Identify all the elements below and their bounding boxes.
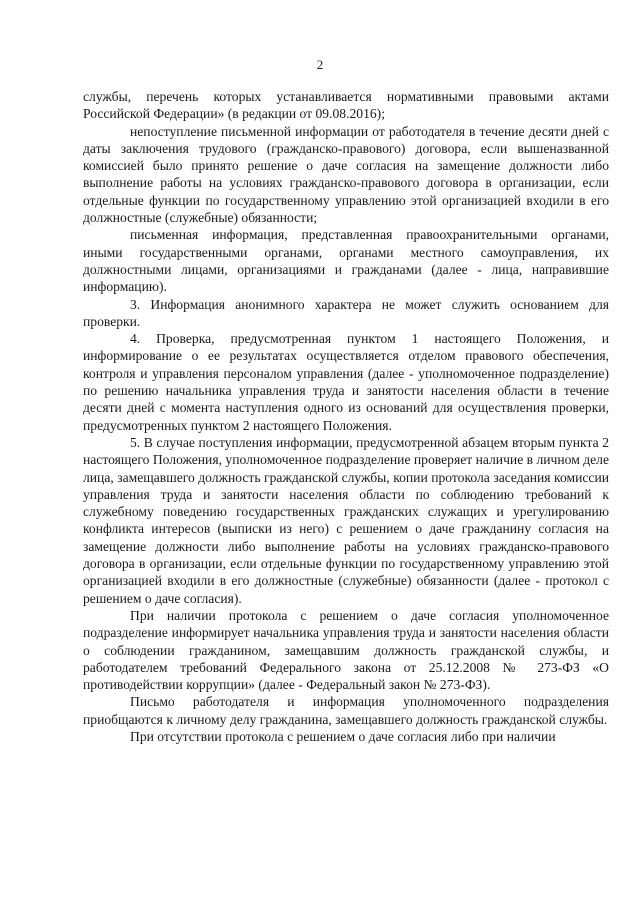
document-body — [83, 88, 609, 745]
paragraph-attachment: Письмо работодателя и информация уполномоченного подразделения приобщаются к личному делу гражданина, замещавшего должность гражданской службы. — [83, 694, 609, 727]
paragraph-continuation: службы, перечень которых устанавливается нормативными правовыми актами Российской Федерации» (в редакции от 09.08.2016); — [83, 89, 609, 122]
paragraph-written-info: письменная информация, представленная правоохранительными органами, иными государственными органами, органами местного самоуправления, их должностными лицами, организациями и гражданами (далее - лица, направившие информацию). — [83, 227, 609, 295]
paragraph-protocol-present: При наличии протокола с решением о даче согласия уполномоченное подразделение информирует начальника управления труда и занятости населения области о соблюдении гражданином, замещавшим должность гражданской службы, и работодателем требований Федерального закона от 25.12.2008 № 273-ФЗ «О противодействии коррупции» (далее - Федеральный закон № 273-ФЗ). — [83, 607, 609, 693]
page-number: 2 — [316, 57, 324, 72]
paragraph-item-5: 5. В случае поступления информации, предусмотренной абзацем вторым пункта 2 настоящего Положения, уполномоченное подразделение проверяет наличие в личном деле лица, замещавшего должность гражданской службы, копии протокола заседания комиссии управления труда и занятости населения области по соблюдению требований к служебному поведению государственных гражданских служащих и урегулированию конфликта интересов (выписки из него) с решением о даче гражданину согласия на замещение должности либо выполнение работы на условиях гражданско-правового договора в организации, если отдельные функции по государственному управлению этой организацией входили в его должностные (служебные) обязанности (далее - протокол с решением о даче согласия). — [83, 434, 609, 606]
paragraph-item-3: 3. Информация анонимного характера не может служить основанием для проверки. — [83, 296, 609, 329]
paragraph-item-4: 4. Проверка, предусмотренная пунктом 1 настоящего Положения, и информирование о ее результатах осуществляется отделом правового обеспечения, контроля и управления персоналом управления (далее - уполномоченное подразделение) по решению начальника управления труда и занятости населения области в течение десяти дней с момента наступления одного из оснований для осуществления проверки, предусмотренных пунктом 2 настоящего Положения. — [83, 331, 609, 433]
paragraph-no-employer-info: непоступление письменной информации от работодателя в течение десяти дней с даты заключения трудового (гражданско-правового) договора, если вышеназванной комиссией было принято решение о даче согласия на замещение должности либо выполнение работы на условиях гражданско-правового договора в организации, если отдельные функции по государственному управлению этой организацией входили в его должностные (служебные) обязанности; — [83, 123, 609, 226]
paragraph-protocol-absent: При отсутствии протокола с решением о даче согласия либо при наличии — [130, 728, 556, 744]
